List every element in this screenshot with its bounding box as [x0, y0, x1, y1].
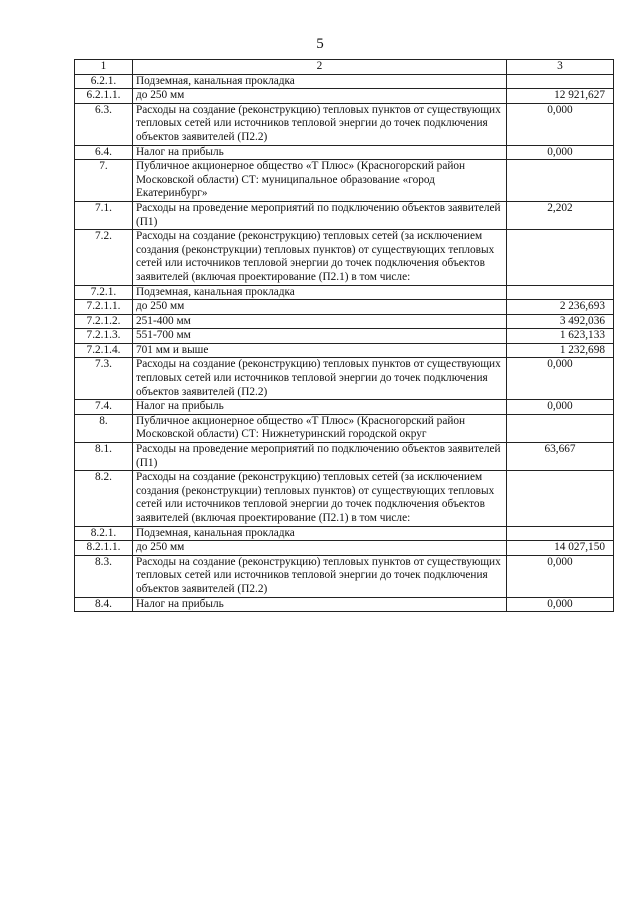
row-description: Налог на прибыль: [133, 145, 507, 160]
row-value: 0,000: [507, 400, 614, 415]
row-value: 3 492,036: [507, 314, 614, 329]
table-row: [75, 400, 614, 415]
table-header-row: [75, 60, 614, 75]
table-row: [75, 358, 614, 400]
row-description: Налог на прибыль: [133, 597, 507, 612]
row-description: Расходы на создание (реконструкцию) тепловых сетей (за исключением создания (реконструкции) тепловых пунктов) от существующих тепловых сетей или источников тепловой энергии до точек подключения объектов заявителей (включая проектирование (П2.1) в том числе:: [133, 230, 507, 285]
row-value: 2,202: [507, 201, 614, 229]
table-row: [75, 597, 614, 612]
row-description: Подземная, канальная прокладка: [133, 74, 507, 89]
row-value: 0,000: [507, 597, 614, 612]
table-row: [75, 343, 614, 358]
table-row: [75, 103, 614, 145]
row-number: 7.2.1.2.: [75, 314, 133, 329]
row-description: 551-700 мм: [133, 329, 507, 344]
row-value: 0,000: [507, 358, 614, 400]
row-value: 0,000: [507, 145, 614, 160]
row-number: 8.1.: [75, 443, 133, 471]
row-number: 8.2.1.1.: [75, 541, 133, 556]
row-value: 2 236,693: [507, 300, 614, 315]
row-description: до 250 мм: [133, 300, 507, 315]
row-description: Публичное акционерное общество «Т Плюс» (Красногорский район Московской области) СТ: муниципальное образование «город Екатеринбург»: [133, 160, 507, 202]
row-number: 7.2.1.3.: [75, 329, 133, 344]
table-row: [75, 443, 614, 471]
tariff-table: [74, 59, 614, 612]
row-number: 8.2.: [75, 471, 133, 526]
row-description: Расходы на создание (реконструкцию) тепловых пунктов от существующих тепловых сетей или источников тепловой энергии до точек подключения объектов заявителей (П2.2): [133, 555, 507, 597]
row-number: 6.3.: [75, 103, 133, 145]
row-value: 0,000: [507, 103, 614, 145]
row-number: 8.: [75, 414, 133, 442]
row-description: Расходы на создание (реконструкцию) тепловых пунктов от существующих тепловых сетей или источников тепловой энергии до точек подключения объектов заявителей (П2.2): [133, 103, 507, 145]
table-row: [75, 160, 614, 202]
table-row: [75, 555, 614, 597]
row-value: [507, 414, 614, 442]
row-number: 7.2.1.: [75, 285, 133, 300]
table-row: [75, 471, 614, 526]
row-value: [507, 160, 614, 202]
table-row: [75, 414, 614, 442]
page-number: 5: [316, 36, 324, 52]
row-number: 8.4.: [75, 597, 133, 612]
row-description: Расходы на проведение мероприятий по подключению объектов заявителей (П1): [133, 443, 507, 471]
row-description: до 250 мм: [133, 541, 507, 556]
table-row: [75, 300, 614, 315]
row-description: Подземная, канальная прокладка: [133, 526, 507, 541]
row-description: 701 мм и выше: [133, 343, 507, 358]
row-number: 7.3.: [75, 358, 133, 400]
table-row: [75, 89, 614, 104]
column-header-2: 2: [133, 60, 507, 75]
row-value: [507, 230, 614, 285]
row-description: Расходы на создание (реконструкцию) тепловых сетей (за исключением создания (реконструкции) тепловых пунктов) от существующих тепловых сетей или источников тепловой энергии до точек подключения объектов заявителей (включая проектирование (П2.1) в том числе:: [133, 471, 507, 526]
row-number: 7.4.: [75, 400, 133, 415]
table-body: [75, 74, 614, 612]
row-value: [507, 471, 614, 526]
row-number: 6.4.: [75, 145, 133, 160]
row-number: 7.1.: [75, 201, 133, 229]
row-value: 63,667: [507, 443, 614, 471]
row-number: 7.: [75, 160, 133, 202]
row-number: 8.3.: [75, 555, 133, 597]
row-value: 1 232,698: [507, 343, 614, 358]
row-number: 6.2.1.: [75, 74, 133, 89]
row-number: 7.2.1.4.: [75, 343, 133, 358]
row-value: [507, 526, 614, 541]
row-description: 251-400 мм: [133, 314, 507, 329]
row-description: Расходы на создание (реконструкцию) тепловых пунктов от существующих тепловых сетей или источников тепловой энергии до точек подключения объектов заявителей (П2.2): [133, 358, 507, 400]
row-description: Публичное акционерное общество «Т Плюс» (Красногорский район Московской области) СТ: Нижнетуринский городской округ: [133, 414, 507, 442]
row-value: 14 027,150: [507, 541, 614, 556]
row-number: 7.2.1.1.: [75, 300, 133, 315]
row-value: [507, 285, 614, 300]
row-value: 12 921,627: [507, 89, 614, 104]
table-row: [75, 314, 614, 329]
row-value: [507, 74, 614, 89]
row-description: Подземная, канальная прокладка: [133, 285, 507, 300]
row-number: 7.2.: [75, 230, 133, 285]
table-row: [75, 230, 614, 285]
table-row: [75, 201, 614, 229]
table-row: [75, 329, 614, 344]
column-header-1: 1: [75, 60, 133, 75]
table-row: [75, 541, 614, 556]
row-description: Налог на прибыль: [133, 400, 507, 415]
column-header-3: 3: [507, 60, 614, 75]
table-row: [75, 526, 614, 541]
table-row: [75, 74, 614, 89]
row-value: 0,000: [507, 555, 614, 597]
table-row: [75, 285, 614, 300]
row-value: 1 623,133: [507, 329, 614, 344]
row-description: до 250 мм: [133, 89, 507, 104]
table-row: [75, 145, 614, 160]
row-number: 8.2.1.: [75, 526, 133, 541]
row-number: 6.2.1.1.: [75, 89, 133, 104]
row-description: Расходы на проведение мероприятий по подключению объектов заявителей (П1): [133, 201, 507, 229]
